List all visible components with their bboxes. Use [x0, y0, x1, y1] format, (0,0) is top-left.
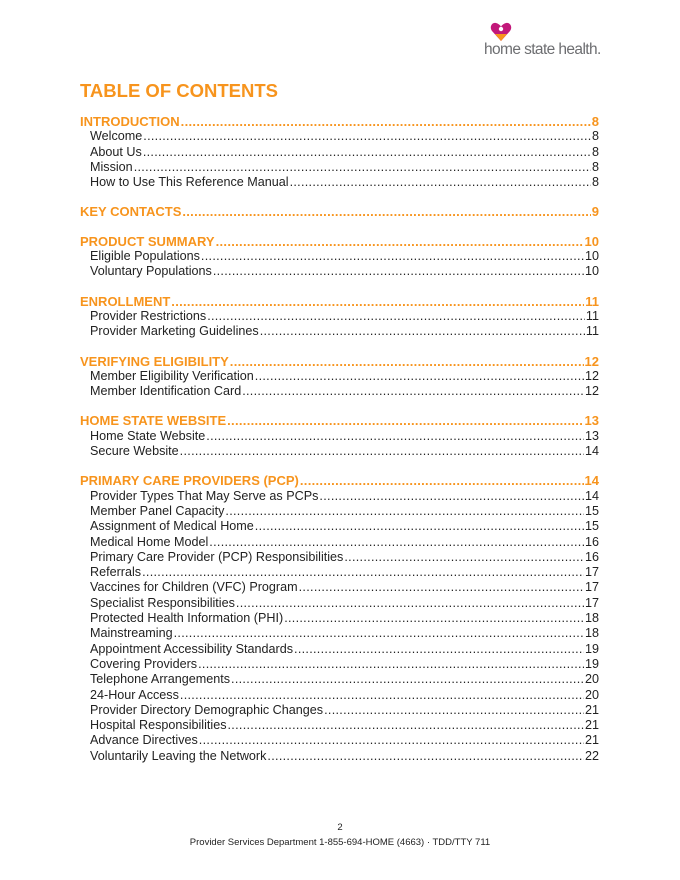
toc-entry-page: 11 — [585, 308, 599, 323]
toc-entry-page: 17 — [584, 580, 599, 595]
toc-entry-label: Welcome — [90, 129, 143, 144]
toc-entry[interactable] — [80, 324, 599, 339]
toc-entry[interactable] — [80, 309, 599, 324]
page-number: 2 — [337, 822, 343, 833]
toc-section-heading[interactable] — [80, 114, 599, 129]
dot-leader — [227, 413, 583, 428]
toc-entry[interactable] — [80, 160, 599, 175]
toc-section-heading[interactable] — [80, 473, 599, 488]
toc-entry[interactable] — [80, 264, 599, 279]
toc-entry[interactable] — [80, 580, 599, 595]
dot-leader — [230, 354, 584, 369]
toc-entry-label: Member Panel Capacity — [90, 503, 225, 518]
dot-leader — [290, 175, 591, 189]
toc-entry[interactable] — [80, 749, 599, 764]
dot-leader — [201, 249, 584, 263]
toc-entry[interactable] — [80, 550, 599, 565]
toc-section — [80, 413, 599, 459]
dot-leader — [207, 309, 585, 323]
toc-entry-label: Assignment of Medical Home — [90, 519, 254, 534]
toc-section — [80, 234, 599, 280]
toc-section-heading-label: INTRODUCTION — [80, 114, 180, 129]
dot-leader — [198, 657, 584, 671]
toc-entry-page: 18 — [584, 611, 599, 626]
toc-entry-page: 13 — [584, 428, 599, 443]
toc-entry-label: Specialist Responsibilities — [90, 595, 235, 610]
dot-leader — [216, 234, 584, 249]
toc-entry-page: 21 — [584, 702, 599, 717]
toc-entry-page: 14 — [584, 488, 599, 503]
toc-entry-page: 21 — [584, 733, 599, 748]
toc-section — [80, 114, 599, 190]
toc-entry-page: 8 — [591, 144, 599, 159]
toc-section-heading-page: 14 — [584, 473, 599, 489]
toc-entry[interactable] — [80, 596, 599, 611]
dot-leader — [180, 444, 584, 458]
toc-section — [80, 294, 599, 340]
toc-entry-page: 12 — [584, 368, 599, 383]
toc-entry[interactable] — [80, 611, 599, 626]
dot-leader — [225, 504, 584, 518]
toc-entry-page: 11 — [585, 324, 599, 339]
toc-entry-page: 8 — [591, 129, 599, 144]
dot-leader — [255, 369, 584, 383]
toc-entry-label: Provider Types That May Serve as PCPs — [90, 488, 319, 503]
toc-entry-label: Eligible Populations — [90, 249, 200, 264]
toc-entry-page: 19 — [584, 641, 599, 656]
toc-section-heading-page: 12 — [584, 353, 599, 369]
dot-leader — [299, 580, 584, 594]
dot-leader — [344, 550, 584, 564]
toc-section-heading-label: KEY CONTACTS — [80, 204, 182, 220]
dot-leader — [171, 294, 584, 309]
toc-entry-page: 18 — [584, 626, 599, 641]
toc-entry[interactable] — [80, 444, 599, 459]
toc-entry-label: Primary Care Provider (PCP) Responsibilities — [90, 549, 344, 564]
toc-section-heading-label: HOME STATE WEBSITE — [80, 413, 227, 429]
toc-entry-page: 15 — [584, 519, 599, 534]
toc-entry-page: 19 — [584, 656, 599, 671]
toc-section-heading-label: VERIFYING ELIGIBILITY — [80, 353, 229, 369]
toc-section-heading-page: 10 — [584, 233, 599, 249]
toc-entry[interactable] — [80, 535, 599, 550]
toc-entry-page: 14 — [584, 444, 599, 459]
toc-entry-label: Voluntarily Leaving the Network — [90, 748, 267, 763]
toc-entry-page: 21 — [584, 718, 599, 733]
toc-entry-label: Medical Home Model — [90, 534, 209, 549]
footer-contact: Provider Services Department 1-855-694-HOME (4663) · TDD/TTY 711 — [189, 837, 491, 848]
heart-logo-icon — [490, 22, 512, 42]
toc-entry-label: 24-Hour Access — [90, 687, 179, 702]
toc-section-heading-label: PRODUCT SUMMARY — [80, 233, 215, 249]
toc-entry[interactable] — [80, 129, 599, 144]
dot-leader — [231, 672, 584, 686]
dot-leader — [142, 565, 584, 579]
dot-leader — [324, 703, 584, 717]
toc-entry[interactable] — [80, 504, 599, 519]
toc-entry-page: 12 — [584, 384, 599, 399]
toc-entry[interactable] — [80, 249, 599, 264]
toc-entry[interactable] — [80, 384, 599, 399]
toc-section — [80, 473, 599, 764]
dot-leader — [143, 129, 591, 143]
toc-section — [80, 354, 599, 400]
toc-section-heading-page: 8 — [591, 114, 599, 129]
dot-leader — [181, 114, 591, 129]
toc-section-heading-page: 9 — [591, 204, 599, 220]
toc-section-heading-page: 13 — [584, 413, 599, 429]
toc-entry-label: Member Eligibility Verification — [90, 368, 254, 383]
dot-leader — [134, 160, 591, 174]
dot-leader — [242, 384, 584, 398]
toc-entry-page: 16 — [584, 534, 599, 549]
toc-entry[interactable] — [80, 565, 599, 580]
toc-section-heading[interactable] — [80, 234, 599, 249]
dot-leader — [209, 535, 584, 549]
dot-leader — [294, 642, 584, 656]
toc-entry-page: 8 — [591, 159, 599, 174]
dot-leader — [199, 733, 584, 747]
toc-section-heading[interactable] — [80, 204, 599, 219]
logo-text: home state health. — [484, 41, 601, 58]
toc-entry[interactable] — [80, 703, 599, 718]
dot-leader — [182, 204, 590, 219]
toc-entry[interactable] — [80, 145, 599, 160]
toc-entry[interactable] — [80, 175, 599, 190]
toc-entry-label: Member Identification Card — [90, 384, 242, 399]
dot-leader — [255, 519, 584, 533]
toc-section-heading-label: PRIMARY CARE PROVIDERS (PCP) — [80, 473, 299, 489]
toc-entry-label: Home State Website — [90, 428, 206, 443]
home-state-health-logo — [484, 22, 604, 62]
toc-entry-label: Protected Health Information (PHI) — [90, 611, 284, 626]
toc-entry-page: 16 — [584, 549, 599, 564]
toc-section-heading[interactable] — [80, 354, 599, 369]
toc-entry-label: Secure Website — [90, 444, 179, 459]
toc-entry[interactable] — [80, 688, 599, 703]
dot-leader — [300, 473, 584, 488]
dot-leader — [180, 688, 584, 702]
toc-entry[interactable] — [80, 519, 599, 534]
toc-entry-label: Provider Restrictions — [90, 308, 207, 323]
toc-entry-label: Voluntary Populations — [90, 264, 212, 279]
dot-leader — [174, 626, 584, 640]
dot-leader — [236, 596, 584, 610]
toc-entry-label: Telephone Arrangements — [90, 672, 231, 687]
toc-entry-page: 22 — [584, 748, 599, 763]
toc-section-heading-page: 11 — [585, 293, 599, 309]
toc-section — [80, 204, 599, 219]
toc-entry[interactable] — [80, 733, 599, 748]
toc-entry-label: Appointment Accessibility Standards — [90, 641, 294, 656]
dot-leader — [319, 489, 584, 503]
toc-entry[interactable] — [80, 672, 599, 687]
toc-title: TABLE OF CONTENTS — [80, 80, 279, 101]
toc-entry-label: Hospital Responsibilities — [90, 718, 227, 733]
toc-entry[interactable] — [80, 369, 599, 384]
toc-section-heading[interactable] — [80, 294, 599, 309]
toc-entry-label: How to Use This Reference Manual — [90, 175, 289, 190]
dot-leader — [143, 145, 591, 159]
toc-section-heading-label: ENROLLMENT — [80, 293, 171, 309]
toc-entry-page: 17 — [584, 565, 599, 580]
dot-leader — [267, 749, 584, 763]
toc-entry-label: Covering Providers — [90, 656, 198, 671]
toc-entry[interactable] — [80, 718, 599, 733]
toc-entry-page: 20 — [584, 687, 599, 702]
toc-entry[interactable] — [80, 657, 599, 672]
dot-leader — [260, 324, 585, 338]
toc-entry-page: 10 — [584, 264, 599, 279]
dot-leader — [228, 718, 584, 732]
toc-entry[interactable] — [80, 626, 599, 641]
toc-section-heading[interactable] — [80, 413, 599, 428]
toc-entry-page: 8 — [591, 175, 599, 190]
toc-entry[interactable] — [80, 489, 599, 504]
toc-entry-label: Referrals — [90, 565, 142, 580]
toc-entry-label: Vaccines for Children (VFC) Program — [90, 580, 298, 595]
toc-entry-label: About Us — [90, 144, 142, 159]
toc-entry-page: 20 — [584, 672, 599, 687]
toc-entry[interactable] — [80, 642, 599, 657]
dot-leader — [284, 611, 584, 625]
toc-entry-label: Mainstreaming — [90, 626, 173, 641]
toc-entry[interactable] — [80, 429, 599, 444]
toc-entry-label: Mission — [90, 159, 133, 174]
dot-leader — [213, 264, 584, 278]
dot-leader — [206, 429, 584, 443]
toc-entry-label: Provider Marketing Guidelines — [90, 324, 259, 339]
toc-entry-page: 15 — [584, 503, 599, 518]
toc-entry-label: Provider Directory Demographic Changes — [90, 702, 324, 717]
toc-entry-label: Advance Directives — [90, 733, 198, 748]
table-of-contents — [80, 114, 599, 778]
toc-entry-page: 17 — [584, 595, 599, 610]
toc-entry-page: 10 — [584, 249, 599, 264]
